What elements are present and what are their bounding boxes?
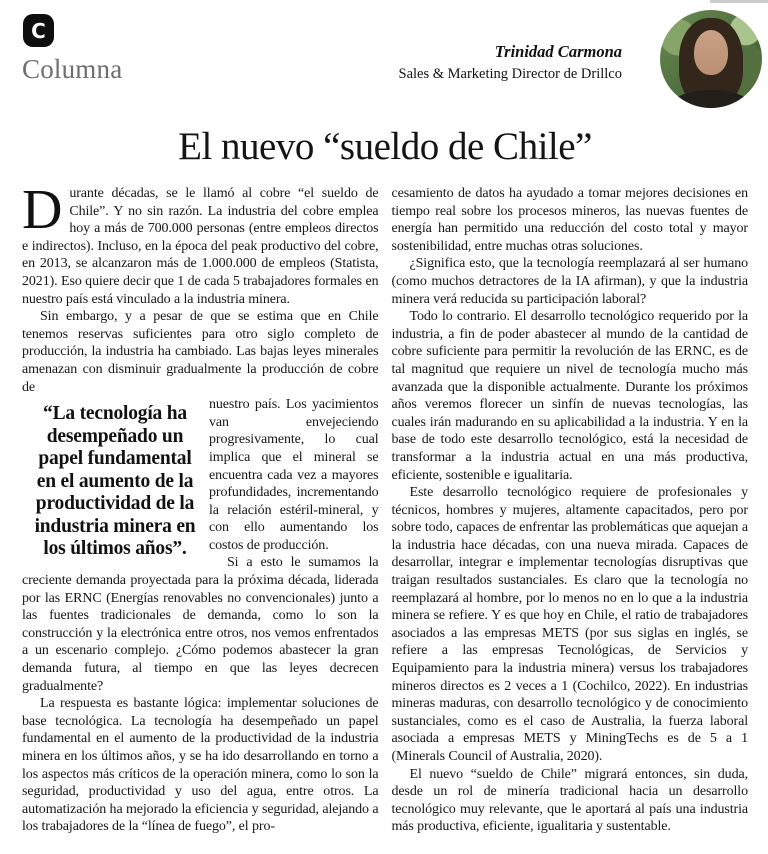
paragraph	[392, 185, 749, 255]
paragraph	[392, 255, 749, 308]
byline	[399, 42, 622, 83]
paragraph-text: ¿Significa esto, que la tecnología reemplazará al ser humano (como muchos detractores de la IA afirman), y que la industria minera verá reducida su participación laboral?	[391, 256, 748, 307]
paragraph-text: La respuesta es bastante lógica: implementar soluciones de base tecnológica. La tecnología ha desempeñado un papel fundamental en el aumento de la productividad de la industria minera en los últimos años, y se ha ido desarrollando en torno a los aspectos más críticos de la operación minera, como lo son la seguridad, productividad y uso del agua, entre otros. La automatización ha mejorado la eficiencia y seguridad, alejando a los trabajadores de la “línea de fuego”, el pro-	[22, 696, 379, 835]
paragraph	[392, 484, 749, 766]
photo-shoulders-shape	[673, 90, 749, 108]
paragraph	[392, 308, 749, 484]
paragraph-text: Si a esto le sumamos la creciente demanda proyectada para la próxima década, liderada por las ERNC (Energías renovables no convencionales) junto a las fuentes tradicionales de demanda, como lo son la construcción y la electrónica entre otros, nos vemos enfrentados a un escenario complejo. ¿Cómo podemos abastecer la gran demanda futura, al tiempo en que las leyes decrecen gradualmente?	[22, 555, 379, 694]
photo-face-shape	[694, 30, 728, 75]
paragraph-text: nuestro país. Los yacimientos van envejeciendo progresivamente, lo cual implica que el mineral se encuentra cada vez a mayores profundidades, incrementando la relación estéril-mineral, y con ello aumentando los costos de producción.	[209, 397, 379, 553]
author-name: Trinidad Carmona	[494, 42, 622, 61]
paragraph-text: Este desarrollo tecnológico requiere de profesionales y técnicos, hombres y mujeres, altamente capacitados, pero por sobre todo, capaces de enfrentar las problemáticas que aquejan a la industria hace décadas, con una nueva mirada. Capaces de desarrollar, integrar e implementar tecnologías disruptivas que traigan resultados sustanciales. Es claro que la tecnología no reemplazará al hombre, por lo menos no en lo que a la industria minera se refiere. Y es que hoy en Chile, el ratio de trabajadores asociados a las empresas METS (por sus siglas en inglés, se refiere a las empresas Tecnológicas, de Servicios y Equipamiento para la industria minera) versus los trabajadores mineros directos es 2 veces a 1 (Cochilco, 2022). En industrias mineras maduras, con desarrollo tecnológico y de conocimiento sustanciales, como es el caso de Australia, la fuerza laboral asociada a empresas METS y MiningTechs es de 5 a 1 (Minerals Council of Australia, 2020).	[391, 485, 748, 764]
paragraph	[22, 554, 379, 695]
paragraph	[22, 695, 379, 836]
article-column-right	[392, 185, 749, 836]
section-label: Columna	[22, 54, 123, 84]
author-photo	[660, 10, 762, 108]
column-header	[22, 12, 748, 106]
article-body	[22, 179, 748, 836]
drop-cap: D	[22, 179, 63, 241]
logo-letter: C	[31, 18, 46, 43]
paragraph	[22, 308, 379, 396]
pull-quote: “La tecnología ha desempeñado un papel fundamental en el aumento de la productividad de la industria minera en los últimos años”.	[34, 403, 196, 560]
article-column-left	[22, 179, 379, 836]
page-edge-mark	[710, 0, 768, 3]
author-role: Sales & Marketing Director de Drillco	[398, 65, 622, 82]
paragraph-text: El nuevo “sueldo de Chile” migrará entonces, sin duda, desde un rol de minería tradicional hacia un desarrollo tecnológico muy relevante, que le aportará al país una industria más productiva, eficiente, igualitaria y sustentable.	[391, 766, 748, 835]
paragraph-text: Sin embargo, y a pesar de que se estima que en Chile tenemos reservas suficientes para otro siglo completo de producción, la industria ha cambiado. Las bajas leyes minerales amenazan con disminuir gradualmente la producción de cobre de	[22, 309, 379, 395]
paragraph-text: urante décadas, se le llamó al cobre “el sueldo de Chile”. Y no sin razón. La industria del cobre emplea hoy a más de 700.000 personas (entre empleos directos e indirectos). Incluso, en la época del peak productivo del cobre, en 2013, se alcanzaron más de 1.000.000 de empleos (Statista, 2021). Eso quiere decir que 1 de cada 5 trabajadores formales en nuestro país está vinculado a la industria minera.	[22, 186, 379, 307]
paragraph	[392, 766, 749, 836]
paragraph	[22, 179, 379, 308]
paragraph-text: Todo lo contrario. El desarrollo tecnológico requerido por la industria, a fin de poder abastecer al mundo de la cantidad de cobre suficiente para permitir la revolución de las ERNC, es de tal magnitud que requiere un nivel de tecnología mucho más avanzada que la disponible actualmente. Durante los próximos años veremos florecer un sinfín de nuevas tecnologías, las cuales irán madurando en su aplicabilidad a la industria. Y en la base de todo este desarrollo tecnológico, está la necesidad de transformar a la industria actual en una más productiva, eficiente, sostenible e igualitaria.	[391, 309, 748, 483]
column-logo	[23, 14, 54, 47]
paragraph-text: cesamiento de datos ha ayudado a tomar mejores decisiones en tiempo real sobre los procesos mineros, las nuevas fuentes de energía han permitido una reducción del costo total y mayor sostenibilidad, entre muchas otras soluciones.	[391, 186, 748, 254]
headline: El nuevo “sueldo de Chile”	[178, 125, 592, 168]
